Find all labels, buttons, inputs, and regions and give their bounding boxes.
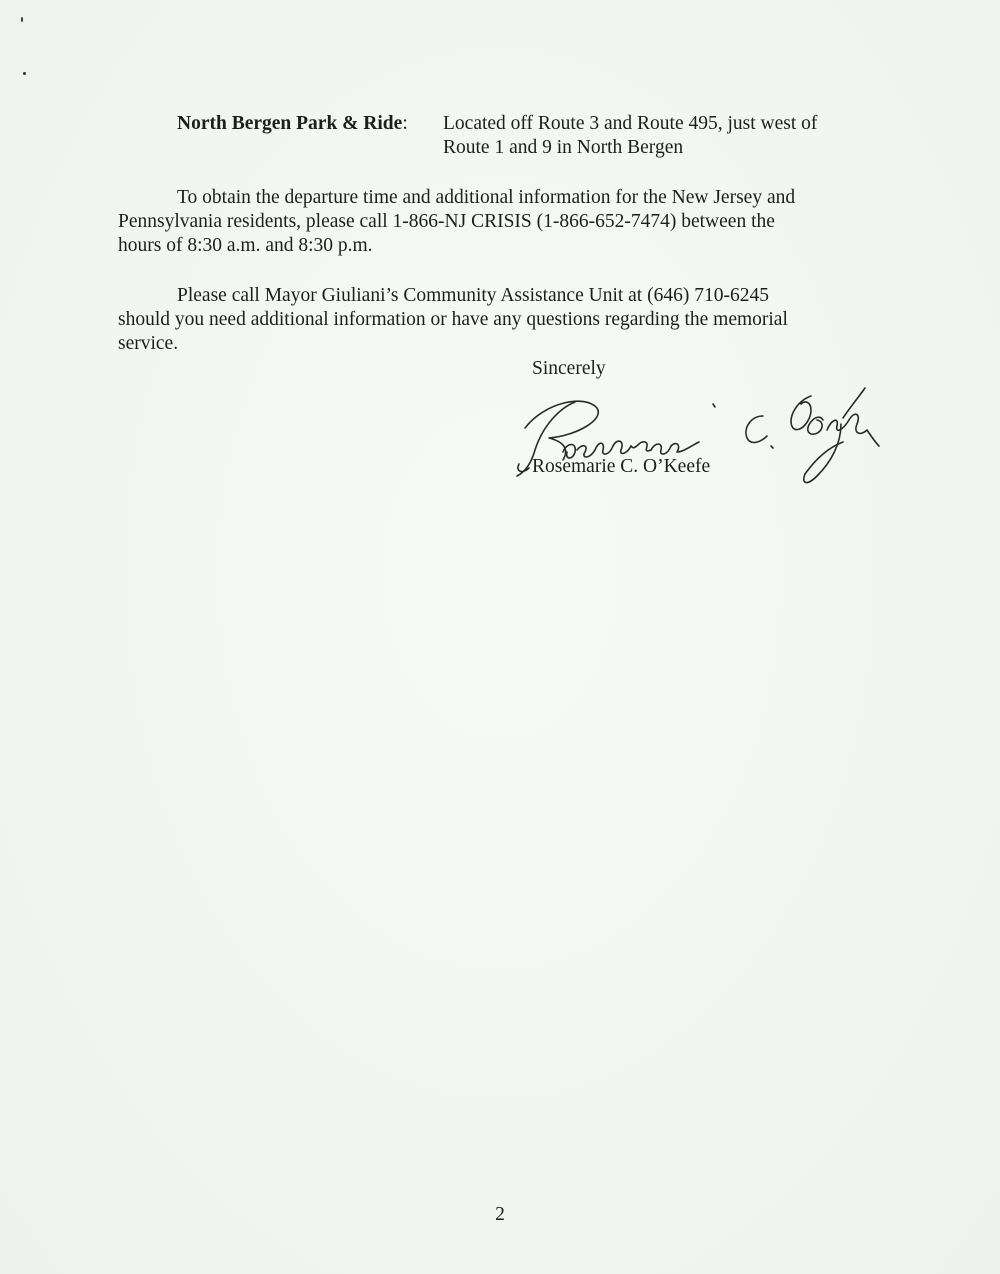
park-and-ride-location-line1: Located off Route 3 and Route 495, just west of (443, 113, 818, 134)
scan-speck (23, 72, 26, 75)
page-number: 2 (495, 1204, 505, 1225)
park-and-ride-label: North Bergen Park & Ride (177, 113, 403, 134)
contact-paragraph-line2: should you need additional information or have any questions regarding the memorial (118, 309, 788, 330)
park-and-ride-location-line2: Route 1 and 9 in North Bergen (443, 137, 684, 158)
scan-speck (21, 17, 23, 22)
departure-paragraph-line1: To obtain the departure time and additional information for the New Jersey and (177, 187, 796, 208)
park-and-ride-colon: : (402, 113, 408, 134)
contact-paragraph-line1: Please call Mayor Giuliani’s Community Assistance Unit at (646) 710-6245 (177, 285, 769, 306)
park-and-ride-heading (177, 112, 408, 136)
contact-paragraph-line3: service. (118, 333, 179, 354)
closing-salutation: Sincerely (532, 358, 606, 379)
departure-paragraph-line2: Pennsylvania residents, please call 1-866-NJ CRISIS (1-866-652-7474) between the (118, 211, 775, 232)
signer-name: Rosemarie C. O’Keefe (532, 456, 711, 477)
departure-paragraph-line3: hours of 8:30 a.m. and 8:30 p.m. (118, 235, 373, 256)
